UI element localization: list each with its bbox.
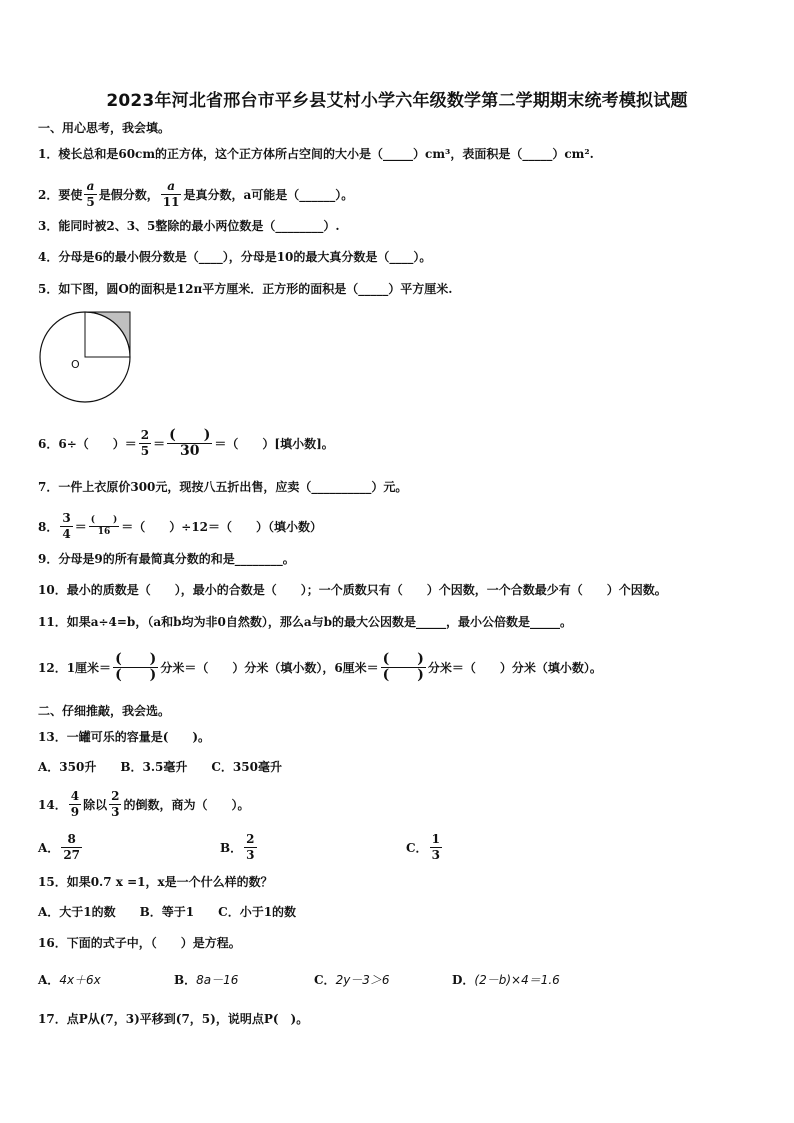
q14-option-a-fraction	[61, 832, 82, 863]
q5-label-o: O	[71, 358, 80, 371]
q16-option-c-expr: 2y－3＞6	[335, 973, 390, 987]
q12-f1-den: ( )	[115, 667, 157, 683]
question-5: 5．如下图，圆O的面积是12π平方厘米．正方形的面积是（_____）平方厘米.	[38, 282, 453, 296]
q12-f2-num: ( )	[382, 651, 424, 667]
q16-option-a	[38, 972, 101, 988]
q2-prefix: 2．要使	[38, 187, 83, 202]
q16-option-b-label: B．	[174, 973, 197, 987]
q2-mid: 是假分数，	[98, 187, 159, 202]
q14-f2-den: 3	[111, 805, 120, 819]
q8-f1-den: 4	[62, 527, 71, 541]
q8-f1-num: 3	[62, 511, 71, 525]
q14-mid: 除以	[83, 797, 108, 812]
q6-fraction-2	[167, 428, 212, 459]
q16-option-b	[174, 972, 238, 988]
q12-fraction-2	[381, 652, 426, 683]
q6-prefix: 6．6÷（ ）＝	[38, 436, 137, 451]
q6-fraction-1	[139, 428, 151, 459]
q14-b-den: 3	[246, 848, 255, 862]
q2-f1-num: a	[86, 179, 95, 193]
question-15: 15．如果0.7 x =1，x是一个什么样的数？	[38, 875, 273, 889]
q6-f1-num: 2	[140, 428, 150, 442]
question-4: 4．分母是6的最小假分数是（____），分母是10的最大真分数是（____）。	[38, 250, 432, 264]
q8-suffix: ＝（ ）÷12＝（ ）（填小数）	[121, 519, 323, 534]
question-7: 7．一件上衣原价300元，现按八五折出售，应卖（__________）元。	[38, 480, 408, 494]
question-13-options: A．350升 B．3.5毫升 C．350毫升	[38, 760, 282, 774]
q14-f1-den: 9	[70, 805, 80, 819]
q14-option-b	[220, 832, 259, 863]
question-14	[38, 789, 249, 820]
q14-prefix: 14．	[38, 797, 67, 812]
q6-f2-den: 30	[180, 443, 200, 459]
question-15-options: A．大于1的数 B．等于1 C．小于1的数	[38, 905, 297, 919]
q14-suffix: 的倒数，商为（ ）。	[123, 797, 250, 812]
q16-option-d-expr: (2－b)×4＝1.6	[474, 973, 560, 987]
q12-mid1: 分米＝（ ）分米（填小数），6厘米＝	[160, 660, 379, 675]
question-9: 9．分母是9的所有最简真分数的和是________。	[38, 552, 295, 566]
section-2-heading: 二、仔细推敲，我会选。	[38, 704, 171, 718]
q6-f2-num: ( )	[169, 427, 211, 443]
question-2	[38, 179, 353, 210]
q14-c-den: 3	[431, 848, 440, 862]
q6-suffix: ＝（ ）[填小数]。	[214, 436, 334, 451]
q14-b-num: 2	[246, 832, 255, 846]
q16-option-d-label: D．	[452, 973, 475, 987]
question-12	[38, 652, 602, 683]
q14-option-b-label: B．	[220, 840, 243, 855]
question-1: 1．棱长总和是60cm的正方体，这个正方体所占空间的大小是（_____）cm³，表面积是（_____）cm².	[38, 147, 594, 161]
q14-fraction-1	[69, 789, 81, 820]
q14-f2-num: 2	[111, 789, 120, 803]
q14-a-den: 27	[63, 848, 81, 862]
q16-option-a-expr: 4x＋6x	[59, 973, 101, 987]
question-17: 17．点P从(7，3)平移到(7，5)，说明点P( )。	[38, 1012, 309, 1026]
question-16: 16．下面的式子中，（ ）是方程。	[38, 936, 241, 950]
q16-option-c-label: C．	[314, 973, 336, 987]
q8-prefix: 8．	[38, 519, 59, 534]
q12-prefix: 12．1厘米＝	[38, 660, 112, 675]
q2-suffix: 是真分数，a可能是（______）。	[183, 187, 354, 202]
q8-fraction-1	[60, 511, 72, 542]
q2-f1-den: 5	[86, 195, 95, 209]
q8-eq: ＝	[74, 519, 87, 534]
q8-fraction-2	[89, 515, 120, 538]
question-6	[38, 428, 334, 459]
q14-fraction-2	[109, 789, 121, 820]
q5-circle-figure	[38, 308, 138, 408]
q14-option-c-label: C．	[406, 840, 428, 855]
q12-f2-den: ( )	[382, 667, 424, 683]
q12-f1-num: ( )	[115, 651, 157, 667]
question-3: 3．能同时被2、3、5整除的最小两位数是（________）.	[38, 219, 340, 233]
q16-option-d	[452, 972, 560, 988]
q12-mid2: 分米＝（ ）分米（填小数）。	[427, 660, 602, 675]
q8-f2-num: ( )	[90, 515, 118, 525]
q14-c-num: 1	[431, 832, 440, 846]
q16-option-b-expr: 8a－16	[196, 973, 239, 987]
question-8	[38, 511, 322, 542]
q14-option-a	[38, 832, 84, 863]
section-1-heading: 一、用心思考，我会填。	[38, 121, 171, 135]
q2-fraction-2	[161, 179, 182, 210]
question-13: 13．一罐可乐的容量是( )。	[38, 730, 211, 744]
q8-f2-den: 16	[97, 527, 111, 537]
q2-f2-den: 11	[162, 195, 180, 209]
q14-option-c-fraction	[430, 832, 442, 863]
q14-f1-num: 4	[70, 789, 80, 803]
q2-f2-num: a	[167, 179, 175, 193]
q16-option-a-label: A．	[38, 973, 60, 987]
q6-f1-den: 5	[140, 444, 150, 458]
q16-option-c	[314, 972, 390, 988]
q2-fraction-1	[84, 179, 96, 210]
q14-option-a-label: A．	[38, 840, 60, 855]
q12-fraction-1	[113, 652, 158, 683]
q6-eq: ＝	[153, 436, 166, 451]
question-11: 11．如果a÷4=b，（a和b均为非0自然数），那么a与b的最大公因数是_____，最小公倍数是_____。	[38, 615, 573, 629]
q14-a-num: 8	[67, 832, 76, 846]
q14-option-c	[406, 832, 444, 863]
page-title: 2023年河北省邢台市平乡县艾村小学六年级数学第二学期期末统考模拟试题	[106, 91, 688, 111]
question-10: 10．最小的质数是（ ），最小的合数是（ ）；一个质数只有（ ）个因数，一个合数最少有（ ）个因数。	[38, 583, 667, 597]
q14-option-b-fraction	[244, 832, 256, 863]
